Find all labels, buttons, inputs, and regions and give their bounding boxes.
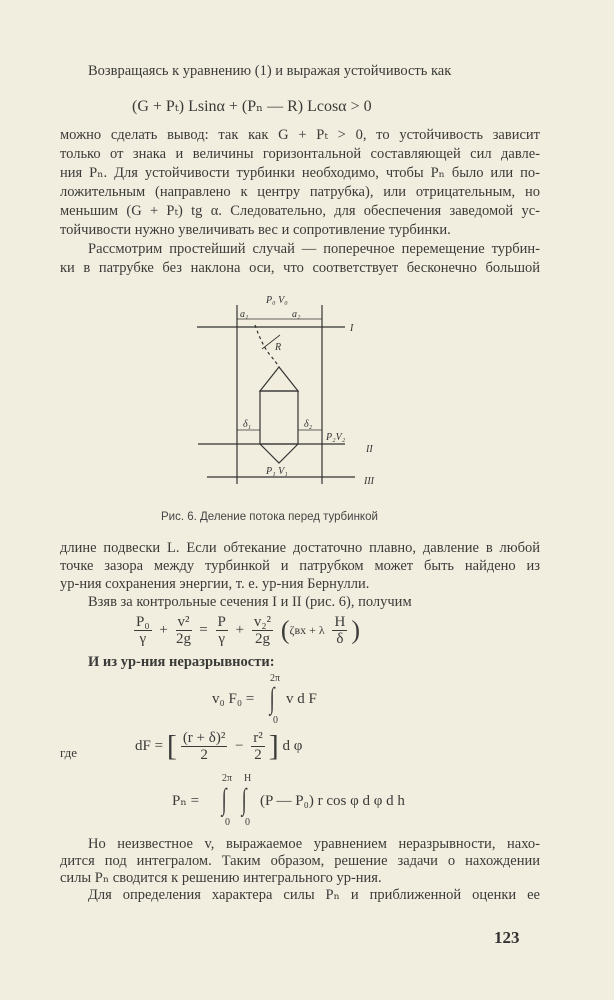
fraction — [176, 614, 192, 647]
paragraph-line: точке зазора между турбинкой и патрубком может быть найдено из — [60, 558, 540, 574]
paragraph-line: ур-ния сохранения энергии, т. е. ур-ния Бернулли. — [60, 576, 370, 592]
formula-continuity — [212, 674, 332, 724]
label-a2: a₂ — [292, 309, 301, 320]
paren-left: ( — [280, 615, 290, 645]
formula-stability: (G + Pₜ) Lsinα + (Pₙ — R) Lcosα > 0 — [132, 98, 372, 115]
frac-den: 2 — [254, 747, 262, 763]
turbine-top-cone — [260, 367, 298, 391]
frac-den: γ — [139, 631, 147, 647]
fraction — [252, 614, 273, 647]
label-section-3: III — [364, 476, 374, 487]
frac-den: 2g — [176, 631, 192, 647]
bracket-left: [ — [166, 729, 177, 763]
paragraph-line: только от знака и величины горизонтальной составляющей сил давле- — [60, 146, 540, 162]
integral-sign: ∫ — [221, 783, 227, 816]
frac-num: v₂² — [253, 614, 272, 630]
label-delta1: δ₁ — [243, 419, 252, 430]
paragraph-line: Рассмотрим простейший случай — поперечное перемещение турбин- — [88, 241, 540, 257]
frac-den: 2g — [254, 631, 270, 647]
fraction — [134, 614, 152, 647]
frac-den: γ — [218, 631, 225, 647]
frac-num: H — [334, 614, 346, 630]
continuity-rhs: v d F — [286, 691, 317, 707]
paragraph-line: длине подвески L. Если обтекание достаточно плавно, давление в любой — [60, 540, 540, 556]
fraction — [216, 614, 228, 647]
turbine-body — [260, 391, 298, 444]
integral-upper: H — [244, 773, 252, 784]
paragraph-line: ложительным (направлено к центру патрубка), или отрицательным, но — [60, 184, 540, 200]
integral-lower: 0 — [245, 817, 250, 828]
fraction — [181, 730, 228, 763]
where-label: где — [60, 745, 78, 760]
continuity-lhs: v₀ F₀ = — [212, 691, 255, 707]
zeta-term: ζвх + λ — [289, 622, 325, 637]
turbine-bottom-cone — [260, 444, 298, 463]
paragraph-line: Для определения характера силы Pₙ и приближенной оценки ее — [88, 887, 540, 903]
Pn-lhs: Pₙ = — [172, 793, 200, 809]
frac-num: P₀ — [136, 614, 150, 630]
frac-den: 2 — [200, 747, 208, 763]
label-r: R — [275, 342, 282, 353]
frac-num: P — [217, 614, 226, 630]
integral-upper: 2π — [270, 673, 281, 684]
paragraph-line: Взяв за контрольные сечения I и II (рис. 6), получим — [88, 594, 412, 610]
label-a1: a₁ — [240, 309, 249, 320]
page-number: 123 — [494, 928, 520, 947]
integral-lower: 0 — [273, 715, 278, 726]
frac-num: v² — [177, 614, 190, 630]
label-p0v0: P₀ V₀ — [266, 295, 288, 306]
paragraph-line: ки в патрубке без наклона оси, что соответствует бесконечно большой — [60, 260, 540, 276]
frac-num: (r + δ)² — [182, 730, 226, 746]
integral-sign: ∫ — [241, 783, 247, 816]
dF-tail: d φ — [282, 737, 303, 754]
integral-sign: ∫ — [269, 682, 275, 715]
bracket-right: ] — [268, 729, 279, 763]
fraction — [332, 614, 347, 647]
paragraph-line: силы Pₙ сводится к решению интегрального ур-ния. — [60, 870, 382, 886]
formula-bernoulli: $\frac{\text{P₀}}{\gamma}$ + $\frac{\text{v²}}{2g}$ = $\frac{P}{\gamma}$ + $\frac{\text{v₂²}}{2g}$ (ζвх + λ $\frac{H}{\delta}$ ) — [136, 614, 360, 647]
fraction — [251, 730, 265, 763]
frac-num: r² — [253, 730, 263, 746]
paragraph-line: тойчивости нужно увеличивать вес и сопротивление турбинки. — [60, 222, 451, 238]
paragraph-line: дится под интегралом. Таким образом, решение задачи о нахождении — [60, 853, 540, 869]
label-section-2: II — [366, 444, 373, 455]
formula-Pn — [172, 774, 472, 828]
formula-dF — [135, 730, 302, 763]
figure-caption: Рис. 6. Деление потока перед турбинкой — [161, 511, 378, 523]
paragraph-line: Возвращаясь к уравнению (1) и выражая устойчивость как — [88, 63, 452, 79]
label-delta2: δ₂ — [304, 419, 313, 430]
paren-right: ) — [351, 615, 360, 645]
integral-lower: 0 — [225, 817, 230, 828]
paragraph-line: ния Pₙ. Для устойчивости турбинки необходимо, чтобы Pₙ было или по- — [60, 165, 540, 181]
paragraph-line: Но неизвестное v, выражаемое уравнением неразрывности, нахо- — [88, 836, 540, 852]
integral-upper: 2π — [222, 773, 233, 784]
paragraph-line: меньшим (G + Pₜ) tg α. Следовательно, для обеспечения заведомой ус- — [60, 203, 540, 219]
label-p2v2: P₂V₂ — [326, 432, 346, 443]
minus: − — [235, 737, 244, 754]
frac-den: δ — [336, 631, 344, 647]
Pn-integrand: (P — P₀) r cos φ d φ d h — [260, 793, 405, 809]
label-p1v1: P₁ V₁ — [266, 466, 288, 477]
paragraph-line: можно сделать вывод: так как G + Pₜ > 0, то устойчивость зависит — [60, 127, 540, 143]
dF-lhs: dF = — [135, 737, 164, 754]
paragraph-line: И из ур-ния неразрывности: — [88, 654, 275, 670]
label-section-1: I — [350, 323, 354, 334]
